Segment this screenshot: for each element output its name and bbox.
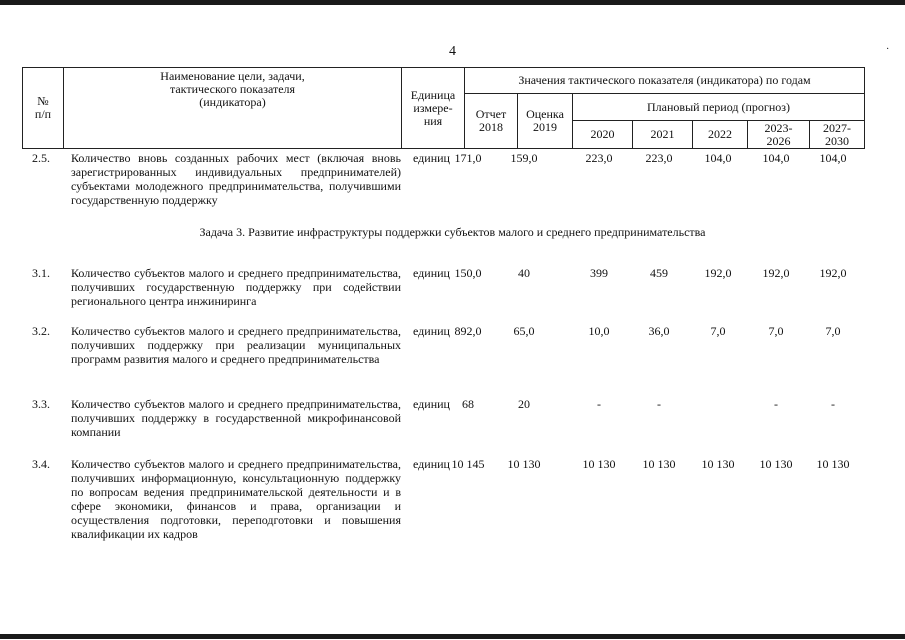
row-value: 68 xyxy=(462,397,474,411)
header-unit: Единица измере- ния xyxy=(402,68,465,149)
stray-mark: · xyxy=(886,44,890,55)
row-value: 10,0 xyxy=(588,324,610,338)
row-unit: единиц xyxy=(413,151,450,165)
row-unit: единиц xyxy=(413,397,450,411)
row-value: 10 130 xyxy=(816,457,850,471)
row-value: 7,0 xyxy=(825,324,841,338)
row-value: 40 xyxy=(518,266,530,280)
row-value: 223,0 xyxy=(585,151,613,165)
row-number: 2.5. xyxy=(32,151,50,165)
row-indicator-name: Количество субъектов малого и среднего предпринимательства, получивших информационную, консультационную поддержку по вопросам ведения предпринимательской деятельности и в сфере экономики, финансов и права, организации и осуществления подготовки, переподготовки и повышения квалификации их кадров xyxy=(71,457,401,541)
header-year: 2021 xyxy=(633,121,693,149)
row-value: 104,0 xyxy=(819,151,847,165)
header-plan-group: Плановый период (прогноз) xyxy=(573,94,865,121)
row-value: - xyxy=(774,397,778,411)
indicator-table-header xyxy=(22,67,865,149)
row-indicator-name: Количество субъектов малого и среднего предпринимательства, получивших поддержку при реализации муниципальных программ развития малого и среднего предпринимательства xyxy=(71,324,401,366)
row-value: 192,0 xyxy=(762,266,790,280)
row-unit: единиц xyxy=(413,457,450,471)
header-name: Наименование цели, задачи, тактического показателя (индикатора) xyxy=(64,68,402,149)
row-value: 192,0 xyxy=(704,266,732,280)
row-indicator-name: Количество вновь созданных рабочих мест (включая вновь зарегистрированных индивидуальных предпринимателей) субъектами молодежного предпринимательства, получившими государственную поддержку xyxy=(71,151,401,207)
row-value: - xyxy=(597,397,601,411)
row-value: 10 130 xyxy=(759,457,793,471)
row-indicator-name: Количество субъектов малого и среднего предпринимательства, получивших поддержку в государственной микрофинансовой компании xyxy=(71,397,401,439)
row-value: 159,0 xyxy=(510,151,538,165)
header-year: 2022 xyxy=(693,121,748,149)
row-value: 65,0 xyxy=(513,324,535,338)
row-value: - xyxy=(831,397,835,411)
row-value: 150,0 xyxy=(454,266,482,280)
row-value: 892,0 xyxy=(454,324,482,338)
row-value: 399 xyxy=(590,266,608,280)
header-year: 2023- 2026 xyxy=(748,121,810,149)
header-year: 2020 xyxy=(573,121,633,149)
row-value: 459 xyxy=(650,266,668,280)
row-value: 10 130 xyxy=(582,457,616,471)
row-value: 223,0 xyxy=(645,151,673,165)
row-value: 10 130 xyxy=(642,457,676,471)
row-value: 7,0 xyxy=(710,324,726,338)
header-num: № п/п xyxy=(23,68,64,149)
row-unit: единиц xyxy=(413,324,450,338)
page-number: 4 xyxy=(449,44,456,59)
row-number: 3.4. xyxy=(32,457,50,471)
row-unit: единиц xyxy=(413,266,450,280)
row-number: 3.1. xyxy=(32,266,50,280)
top-scan-border xyxy=(0,0,905,5)
row-value: 10 145 xyxy=(451,457,485,471)
row-value: 104,0 xyxy=(704,151,732,165)
header-values-group: Значения тактического показателя (индикатора) по годам xyxy=(465,68,865,94)
row-number: 3.2. xyxy=(32,324,50,338)
row-value: - xyxy=(657,397,661,411)
row-number: 3.3. xyxy=(32,397,50,411)
bottom-scan-border xyxy=(0,634,905,639)
header-report: Отчет 2018 xyxy=(465,94,518,149)
row-value: 192,0 xyxy=(819,266,847,280)
header-year: 2027- 2030 xyxy=(810,121,865,149)
header-estimate: Оценка 2019 xyxy=(518,94,573,149)
row-value: 104,0 xyxy=(762,151,790,165)
row-value: 10 130 xyxy=(507,457,541,471)
row-value: 20 xyxy=(518,397,530,411)
row-value: 171,0 xyxy=(454,151,482,165)
row-value: 10 130 xyxy=(701,457,735,471)
row-value: 36,0 xyxy=(648,324,670,338)
row-value: 7,0 xyxy=(768,324,784,338)
row-indicator-name: Количество субъектов малого и среднего предпринимательства, получивших государственную поддержку при содействии регионального центра инжиниринга xyxy=(71,266,401,308)
task-3-title: Задача 3. Развитие инфраструктуры поддержки субъектов малого и среднего предпринимательства xyxy=(199,225,706,239)
